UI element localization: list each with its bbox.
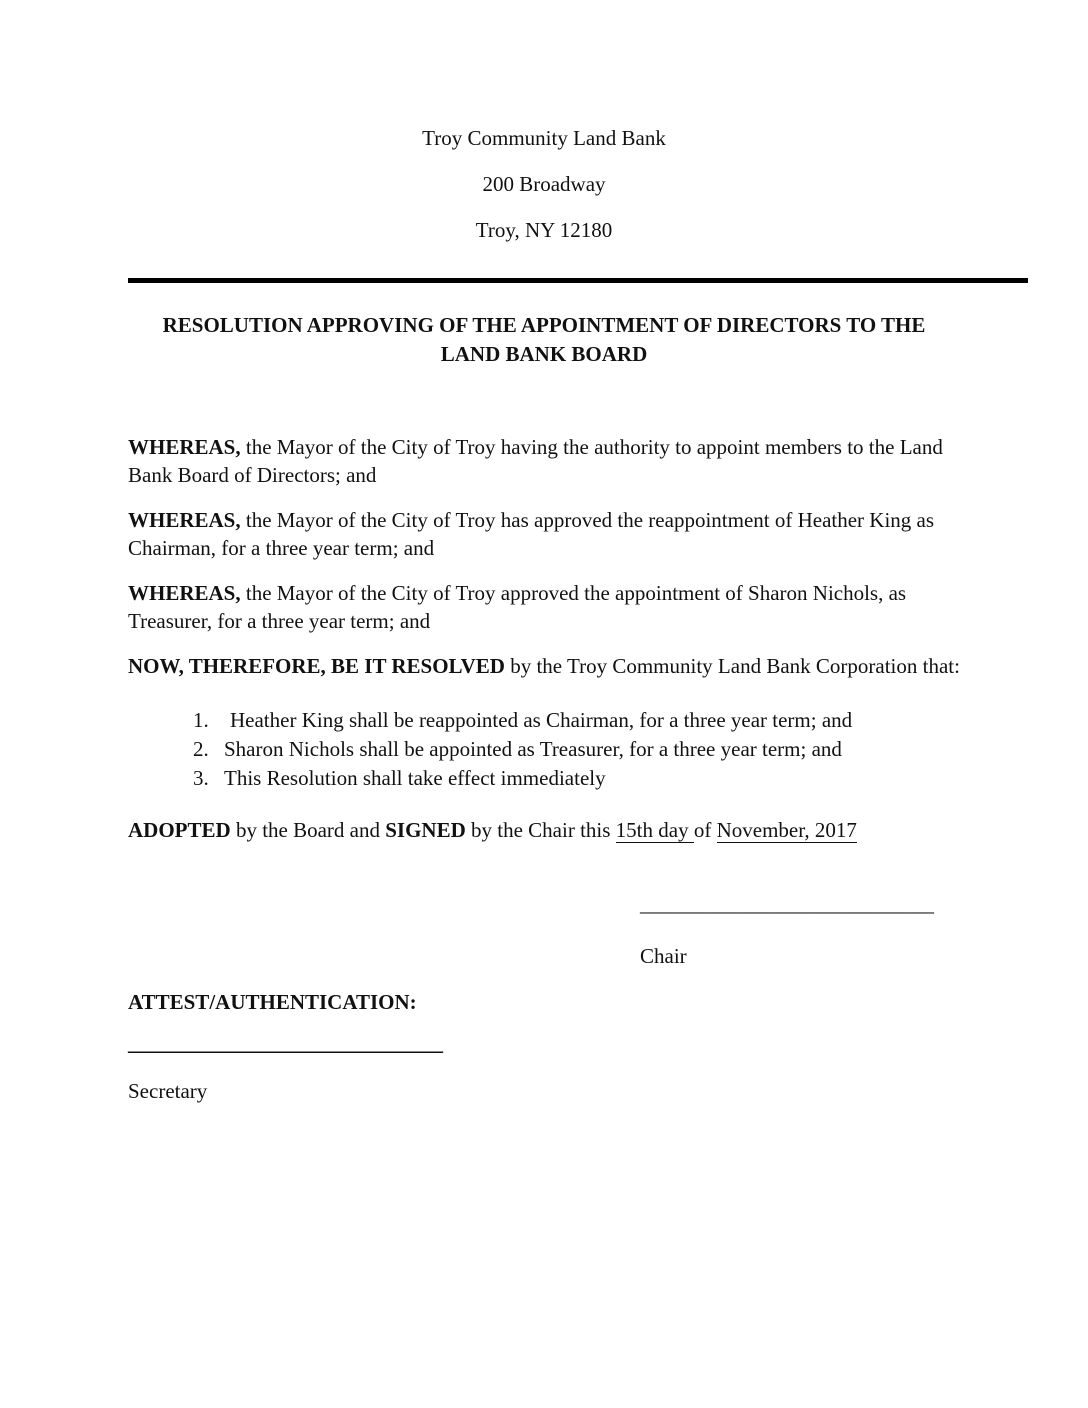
whereas-text: the Mayor of the City of Troy approved the appointment of Sharon Nichols, as Treasurer, for a three year term; and [128, 581, 907, 633]
whereas-lead: WHEREAS, [128, 508, 241, 532]
whereas-text: the Mayor of the City of Troy having the authority to appoint members to the Land Bank Board of Directors; and [128, 435, 943, 487]
whereas-lead: WHEREAS, [128, 435, 241, 459]
signed-label: SIGNED [385, 818, 466, 842]
letterhead [128, 124, 960, 244]
secretary-label: Secretary [128, 1079, 208, 1103]
address-city: Troy, NY 12180 [475, 218, 613, 242]
adoption-of: of [693, 818, 717, 842]
document-title [128, 311, 960, 369]
attest-heading: ATTEST/AUTHENTICATION: [128, 990, 417, 1014]
org-name: Troy Community Land Bank [422, 126, 666, 150]
item-number: 3. [193, 766, 209, 790]
item-text: Heather King shall be reappointed as Chairman, for a three year term; and [230, 708, 853, 732]
item-text: This Resolution shall take effect immediately [224, 766, 606, 790]
adoption-paragraph [128, 816, 960, 844]
item-number: 1. [193, 708, 209, 732]
adopted-label: ADOPTED [128, 818, 231, 842]
chair-signature-block [640, 890, 960, 970]
divider-rule [128, 278, 1028, 283]
secretary-signature-line: ______________________________ [128, 1031, 443, 1055]
address-street: 200 Broadway [482, 172, 606, 196]
document-title-line1: RESOLUTION APPROVING OF THE APPOINTMENT OF DIRECTORS TO THE [162, 313, 926, 337]
chair-label: Chair [640, 944, 687, 968]
resolved-text: by the Troy Community Land Bank Corporation that: [504, 654, 960, 678]
resolved-paragraph [128, 652, 960, 680]
adoption-text-2: by the Chair this [465, 818, 616, 842]
document-title-line2: LAND BANK BOARD [440, 342, 648, 366]
whereas-paragraph-1 [128, 433, 960, 489]
list-item-3 [193, 764, 960, 793]
whereas-paragraph-2 [128, 506, 960, 562]
resolved-list [128, 706, 960, 793]
item-text: Sharon Nichols shall be appointed as Treasurer, for a three year term; and [224, 737, 842, 761]
list-item-2 [193, 735, 960, 764]
list-item-1 [193, 706, 960, 735]
whereas-paragraph-3 [128, 579, 960, 635]
adoption-text-1: by the Board and [230, 818, 386, 842]
item-number: 2. [193, 737, 209, 761]
whereas-text: the Mayor of the City of Troy has approved the reappointment of Heather King as Chairman, for a three year term; and [128, 508, 935, 560]
whereas-lead: WHEREAS, [128, 581, 241, 605]
adoption-day: 15th day [615, 818, 694, 842]
resolved-lead: NOW, THEREFORE, BE IT RESOLVED [128, 654, 505, 678]
chair-signature-line: ____________________________ [640, 892, 934, 916]
adoption-date: November, 2017 [716, 818, 857, 842]
